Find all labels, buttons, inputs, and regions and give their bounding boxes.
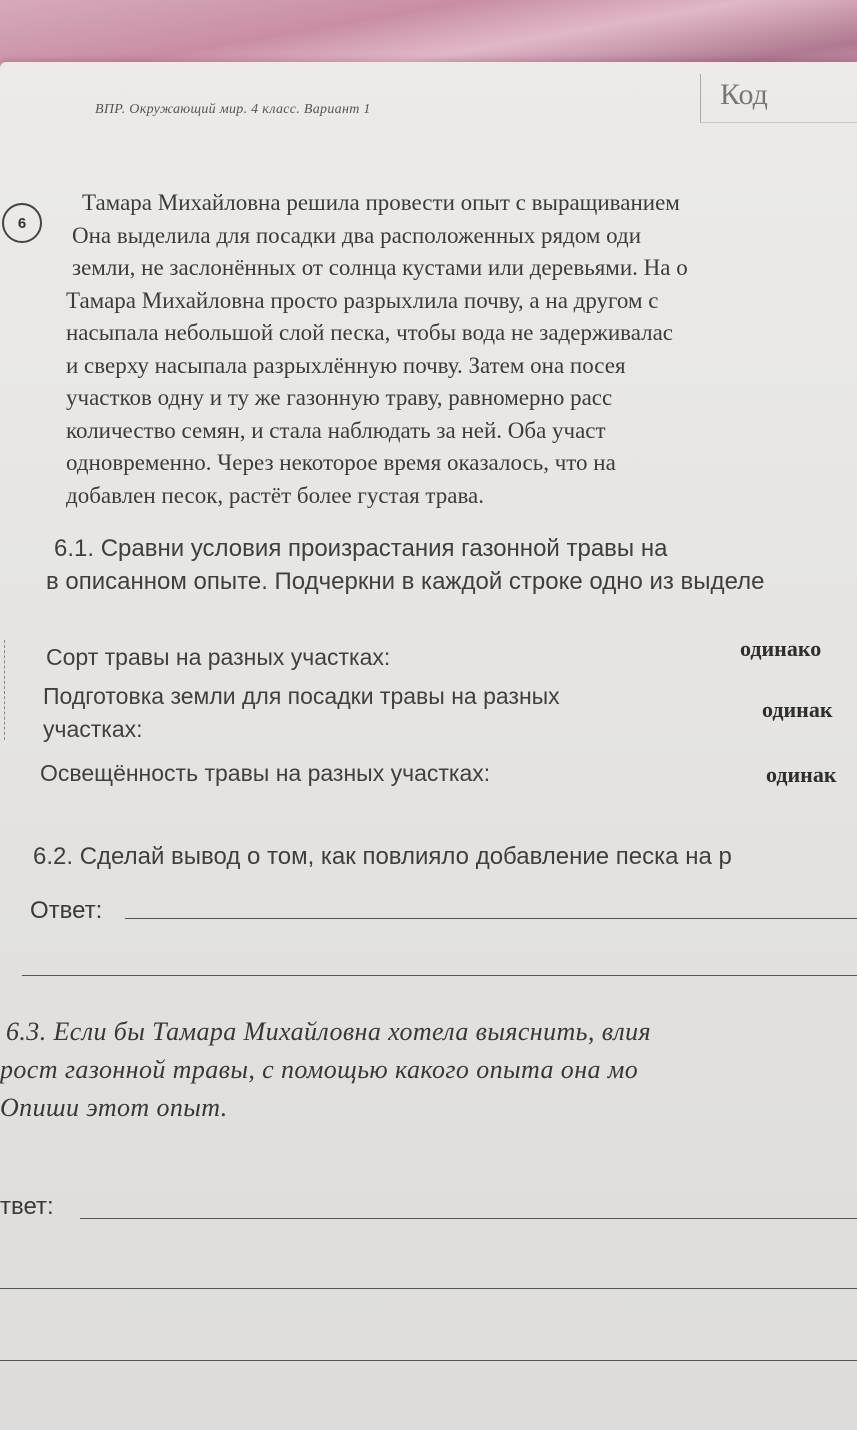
comparison-row-label: Сорт травы на разных участках: bbox=[46, 644, 391, 670]
answer-line-6-3a[interactable] bbox=[80, 1218, 857, 1219]
paragraph-line: земли, не заслонённых от солнца кустами или деревьями. На о bbox=[72, 255, 688, 280]
worksheet-header: ВПР. Окружающий мир. 4 класс. Вариант 1 bbox=[95, 102, 371, 117]
question-6-3-line: Опиши этот опыт. bbox=[0, 1093, 228, 1122]
margin-bracket bbox=[4, 640, 15, 740]
comparison-row-label: Подготовка земли для посадки травы на разных bbox=[43, 683, 560, 709]
answer-line-6-2b[interactable] bbox=[22, 975, 857, 976]
answer-label-6-3: твет: bbox=[0, 1193, 54, 1220]
answer-line-6-3c[interactable] bbox=[0, 1360, 857, 1361]
answer-label-6-2: Ответ: bbox=[30, 897, 103, 924]
paragraph-line: насыпала небольшой слой песка, чтобы вода не задерживалас bbox=[66, 320, 674, 345]
paragraph-line: и сверху насыпала разрыхлённую почву. Затем она посея bbox=[66, 352, 626, 378]
comparison-option: одинак bbox=[762, 697, 833, 722]
paragraph-line: Тамара Михайловна решила провести опыт с выращиванием bbox=[82, 190, 680, 215]
answer-line-6-2a[interactable] bbox=[125, 918, 857, 919]
paragraph-line: Тамара Михайловна просто разрыхлила почву, а на другом с bbox=[66, 287, 659, 313]
paragraph-line: количество семян, и стала наблюдать за ней. Оба участ bbox=[66, 417, 606, 443]
comparison-row-label: участках: bbox=[43, 716, 143, 742]
comparison-row-label: Освещённость травы на разных участках: bbox=[40, 760, 491, 786]
task-number-badge: 6 bbox=[2, 203, 42, 243]
answer-line-6-3b[interactable] bbox=[0, 1288, 857, 1289]
paragraph-line: добавлен песок, растёт более густая трава. bbox=[66, 482, 484, 508]
question-6-1-line: 6.1. Сравни условия произрастания газонной травы на bbox=[54, 535, 668, 562]
comparison-option: одинак bbox=[766, 762, 837, 787]
paragraph-line: участков одну и ту же газонную траву, равномерно расс bbox=[66, 385, 613, 410]
paragraph-line: одновременно. Через некоторое время оказалось, что на bbox=[66, 450, 616, 475]
comparison-option: одинако bbox=[740, 636, 822, 661]
question-6-1-line: в описанном опыте. Подчеркни в каждой строке одно из выделе bbox=[46, 568, 765, 595]
question-6-3-line: 6.3. Если бы Тамара Михайловна хотела выяснить, влия bbox=[6, 1017, 652, 1046]
code-label: Код bbox=[720, 78, 768, 111]
question-6-3-line: рост газонной травы, с помощью какого опыта она мо bbox=[0, 1055, 639, 1084]
paragraph-line: Она выделила для посадки два расположенных рядом оди bbox=[72, 222, 642, 248]
question-6-2: 6.2. Сделай вывод о том, как повлияло добавление песка на р bbox=[33, 843, 732, 870]
